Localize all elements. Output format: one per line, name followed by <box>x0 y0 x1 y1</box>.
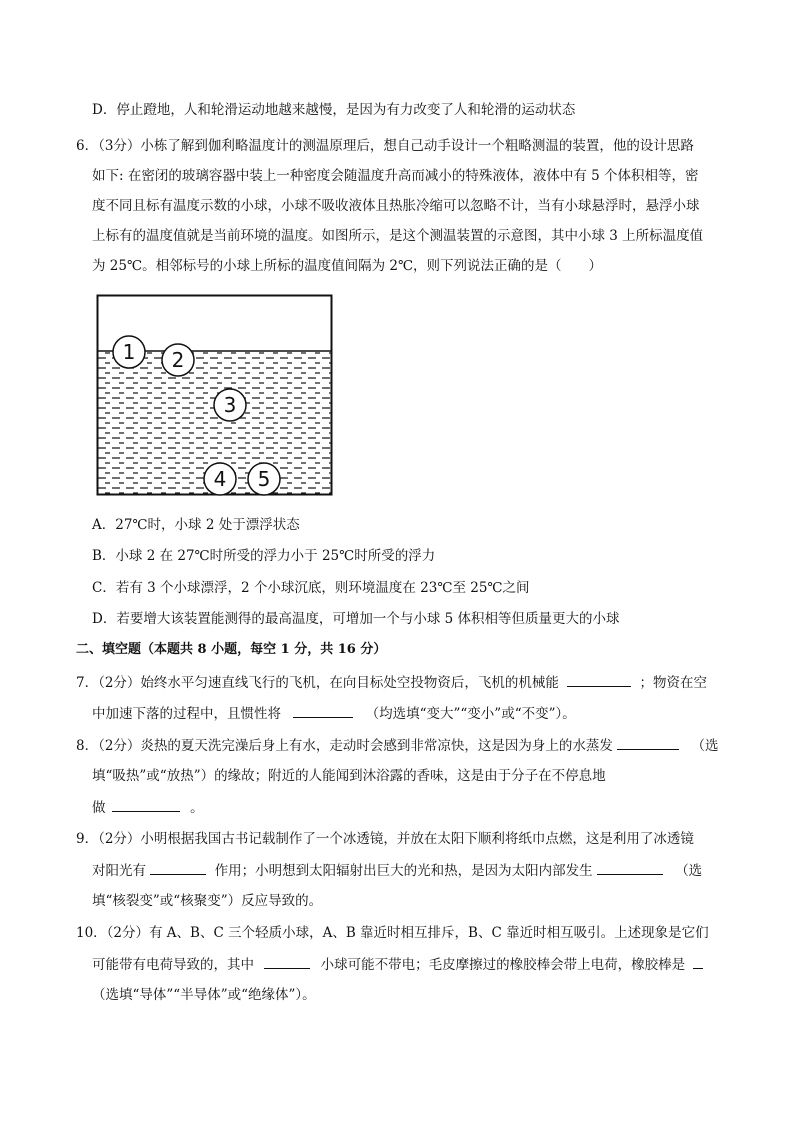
q9-blank-2[interactable] <box>597 860 663 875</box>
ball-4-label: 4 <box>213 467 227 491</box>
q6-option-b: B．小球 2 在 27℃时所受的浮力小于 25℃时所受的浮力 <box>92 548 436 564</box>
q7-blank-2[interactable] <box>293 703 353 718</box>
q7-line1-text-b: ；物资在空 <box>639 675 708 691</box>
q8-line2: 填“吸热”或“放热”）的缘故；附近的人能闻到沐浴露的香味，这是由于分子在不停息地 <box>92 768 606 784</box>
q8-line1-text-b: （选 <box>691 738 719 754</box>
q6-stem-line1: 6．（3分）小栋了解到伽利略温度计的测温原理后，想自己动手设计一个粗略测温的装置，他的设计思路 <box>76 138 694 154</box>
ball-5 <box>248 463 280 495</box>
q9-line2-text-c: （选 <box>675 863 703 879</box>
q10-blank-2[interactable] <box>693 954 703 969</box>
q9-blank-1[interactable] <box>150 860 206 875</box>
q9-line3: 填“核裂变”或“核聚变”）反应导致的。 <box>92 893 323 909</box>
q10-line3: （选填“导体”“半导体”或“绝缘体”）。 <box>92 987 316 1003</box>
ball-2-label: 2 <box>171 348 185 372</box>
q9-line2 <box>92 860 702 881</box>
ball-1 <box>113 336 145 368</box>
ball-4 <box>204 463 236 495</box>
q10-line2-text-a: 可能带有电荷导致的，其中 <box>92 957 254 973</box>
thermometer-diagram <box>96 294 333 496</box>
q8-line1 <box>76 735 719 756</box>
q7-line2-text-b: （均选填“变大”“变小”或“不变”）。 <box>365 706 576 722</box>
q8-line3 <box>92 797 204 818</box>
q6-stem-line2: 如下: 在密闭的玻璃容器中装上一种密度会随温度升高而减小的特殊液体，液体中有 5 个体积相等，密 <box>92 168 699 184</box>
q6-option-c: C．若有 3 个小球漂浮，2 个小球沉底，则环境温度在 23℃至 25℃之间 <box>92 580 530 596</box>
ball-1-label: 1 <box>122 340 136 364</box>
q6-stem-line5: 为 25℃。相邻标号的小球上所标的温度值间隔为 2℃，则下列说法正确的是（ ） <box>92 258 603 274</box>
ball-5-label: 5 <box>257 467 271 491</box>
q9-line1: 9．（2分）小明根据我国古书记载制作了一个冰透镜，并放在太阳下顺利将纸巾点燃，这是利用了冰透镜 <box>76 831 694 847</box>
section-heading-fill-in: 二、填空题（本题共 8 小题，每空 1 分，共 16 分） <box>76 642 387 657</box>
q7-line1-text-a: 7．（2分）始终水平匀速直线飞行的飞机，在向目标处空投物资后，飞机的机械能 <box>76 675 559 691</box>
q7-blank-1[interactable] <box>567 672 631 687</box>
q8-blank-2[interactable] <box>112 797 180 812</box>
q8-line3-text-a: 做 <box>92 800 106 816</box>
q7-line2-text-a: 中加速下落的过程中，且惯性将 <box>92 706 281 722</box>
q8-line3-text-b: 。 <box>190 800 204 816</box>
q9-line2-text-a: 对阳光有 <box>92 863 146 879</box>
q8-blank-1[interactable] <box>617 735 679 750</box>
q7-line1 <box>76 672 707 693</box>
q6-stem-line3: 度不同且标有温度示数的小球，小球不吸收液体且热胀冷缩可以忽略不计，当有小球悬浮时，悬浮小球 <box>92 198 700 214</box>
ball-3-label: 3 <box>223 393 237 417</box>
q10-line2 <box>92 954 703 975</box>
ball-3 <box>214 389 246 421</box>
q6-option-a: A．27℃时，小球 2 处于漂浮状态 <box>92 517 300 533</box>
ball-2 <box>162 344 194 376</box>
q9-line2-text-b: 作用；小明想到太阳辐射出巨大的光和热，是因为太阳内部发生 <box>214 863 593 879</box>
q7-line2 <box>92 703 576 724</box>
q10-line1: 10．（2分）有 A、B、C 三个轻质小球，A、B 靠近时相互排斥，B、C 靠近时相互吸引。上述现象是它们 <box>76 925 709 941</box>
q6-option-d: D．若要增大该装置能测得的最高温度，可增加一个与小球 5 体积相等但质量更大的小球 <box>92 611 620 627</box>
q8-line1-text-a: 8．（2分）炎热的夏天洗完澡后身上有水，走动时会感到非常凉快，这是因为身上的水蒸发 <box>76 738 613 754</box>
q10-line2-text-b: 小球可能不带电；毛皮摩擦过的橡胶棒会带上电荷，橡胶棒是 <box>320 957 686 973</box>
q6-stem-line4: 上标有的温度值就是当前环境的温度。如图所示，是这个测温装置的示意图，其中小球 3 上所标温度值 <box>92 228 704 244</box>
q10-blank-1[interactable] <box>264 954 310 969</box>
q5-option-d: D．停止蹬地，人和轮滑运动地越来越慢，是因为有力改变了人和轮滑的运动状态 <box>92 102 576 118</box>
